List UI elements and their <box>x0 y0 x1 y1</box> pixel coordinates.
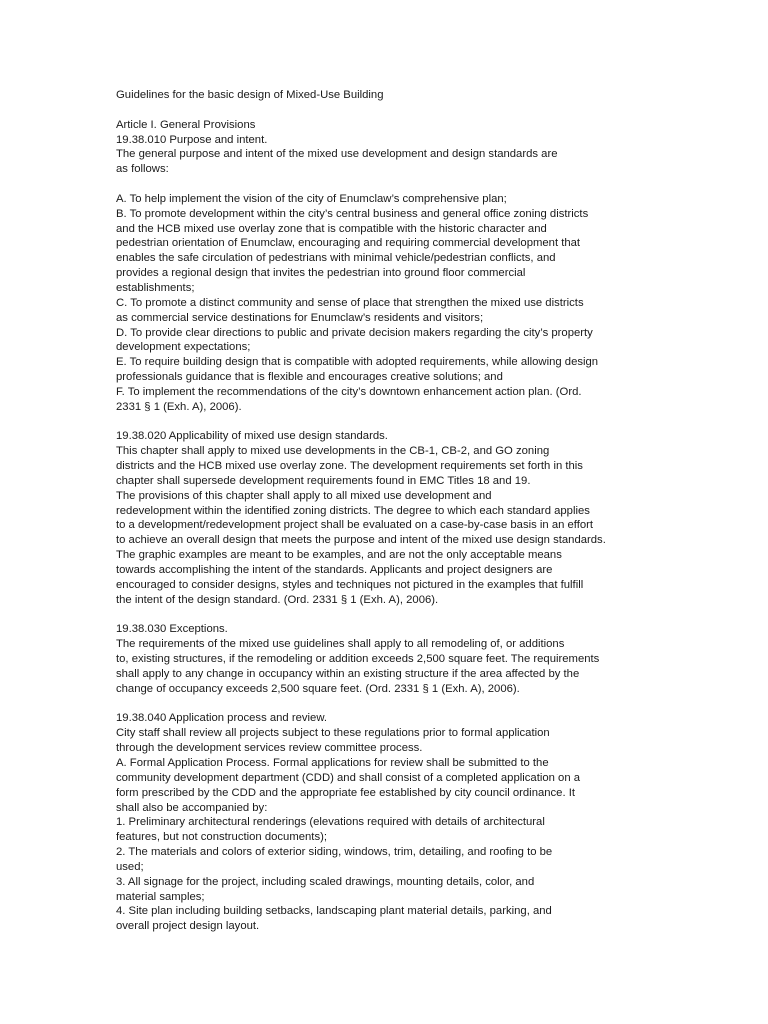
text-line: 2. The materials and colors of exterior siding, windows, trim, detailing, and roofing to be <box>116 846 553 859</box>
text-line: shall also be accompanied by: <box>116 801 268 814</box>
text-line: Article I. General Provisions <box>116 118 256 131</box>
text-line: 2331 § 1 (Exh. A), 2006). <box>116 400 242 413</box>
text-line: D. To provide clear directions to public and private decision makers regarding the city’s property <box>116 326 593 339</box>
text-line: professionals guidance that is flexible and encourages creative solutions; and <box>116 371 503 384</box>
section-gap <box>116 608 736 623</box>
text-line: districts and the HCB mixed use overlay zone. The development requirements set forth in this <box>116 460 583 473</box>
text-line: shall apply to any change in occupancy within an existing structure if the area affected by the <box>116 667 580 680</box>
text-line: This chapter shall apply to mixed use developments in the CB-1, CB-2, and GO zoning <box>116 445 550 458</box>
text-line: encouraged to consider designs, styles and techniques not pictured in the examples that fulfill <box>116 578 584 591</box>
text-line: material samples; <box>116 890 205 903</box>
text-line: E. To require building design that is compatible with adopted requirements, while allowing design <box>116 356 599 369</box>
text-line: form prescribed by the CDD and the appropriate fee established by city council ordinance. It <box>116 786 576 799</box>
text-line: development expectations; <box>116 341 251 354</box>
text-line: 4. Site plan including building setbacks, landscaping plant material details, parking, and <box>116 905 552 918</box>
text-line: as follows: <box>116 163 169 176</box>
text-line: City staff shall review all projects subject to these regulations prior to formal application <box>116 727 550 740</box>
text-line: The general purpose and intent of the mixed use development and design standards are <box>116 148 558 161</box>
text-line: enables the safe circulation of pedestrians with minimal vehicle/pedestrian conflicts, and <box>116 252 556 265</box>
document-page <box>116 88 736 934</box>
text-line: features, but not construction documents); <box>116 831 327 844</box>
document-section <box>116 118 736 177</box>
text-line: overall project design layout. <box>116 920 260 933</box>
text-line: A. Formal Application Process. Formal applications for review shall be submitted to the <box>116 756 549 769</box>
text-line: 3. All signage for the project, including scaled drawings, mounting details, color, and <box>116 875 535 888</box>
text-line: to a development/redevelopment project shall be evaluated on a case-by-case basis in an effort <box>116 519 594 532</box>
text-line: establishments; <box>116 281 195 294</box>
text-line: 1. Preliminary architectural renderings (elevations required with details of architectural <box>116 816 545 829</box>
text-line: through the development services review committee process. <box>116 742 423 755</box>
text-line: chapter shall supersede development requirements found in EMC Titles 18 and 19. <box>116 474 531 487</box>
text-line: 19.38.040 Application process and review. <box>116 712 328 725</box>
text-line: 19.38.010 Purpose and intent. <box>116 133 268 146</box>
text-line: provides a regional design that invites the pedestrian into ground floor commercial <box>116 267 526 280</box>
section-gap <box>116 177 736 192</box>
section-gap <box>116 415 736 430</box>
document-section <box>116 429 736 607</box>
text-line: A. To help implement the vision of the city of Enumclaw’s comprehensive plan; <box>116 192 507 205</box>
document-section <box>116 622 736 696</box>
text-line: used; <box>116 860 144 873</box>
text-line: 19.38.020 Applicability of mixed use design standards. <box>116 430 388 443</box>
text-line: The provisions of this chapter shall apply to all mixed use development and <box>116 489 492 502</box>
document-body <box>116 118 736 934</box>
document-section <box>116 711 736 934</box>
text-line: The graphic examples are meant to be examples, and are not the only acceptable means <box>116 549 562 562</box>
text-line: to achieve an overall design that meets the purpose and intent of the mixed use design standards. <box>116 534 606 547</box>
text-line: towards accomplishing the intent of the standards. Applicants and project designers are <box>116 564 553 576</box>
text-line: to, existing structures, if the remodeling or addition exceeds 2,500 square feet. The requirements <box>116 653 600 666</box>
text-line: F. To implement the recommendations of the city’s downtown enhancement action plan. (Ord. <box>116 385 582 398</box>
text-line: C. To promote a distinct community and sense of place that strengthen the mixed use districts <box>116 296 584 309</box>
text-line: 19.38.030 Exceptions. <box>116 623 228 636</box>
text-line: B. To promote development within the city’s central business and general office zoning districts <box>116 207 589 220</box>
text-line: pedestrian orientation of Enumclaw, encouraging and requiring commercial development that <box>116 237 581 250</box>
document-section <box>116 192 736 415</box>
text-line: The requirements of the mixed use guidelines shall apply to all remodeling of, or additions <box>116 638 565 651</box>
document-title: Guidelines for the basic design of Mixed-Use Building <box>116 89 384 101</box>
section-gap <box>116 697 736 712</box>
text-line: redevelopment within the identified zoning districts. The degree to which each standard applies <box>116 504 590 517</box>
text-line: as commercial service destinations for Enumclaw’s residents and visitors; <box>116 311 484 324</box>
text-line: and the HCB mixed use overlay zone that is compatible with the historic character and <box>116 222 547 235</box>
text-line: community development department (CDD) and shall consist of a completed application on a <box>116 771 581 784</box>
text-line: the intent of the design standard. (Ord. 2331 § 1 (Exh. A), 2006). <box>116 593 439 606</box>
text-line: change of occupancy exceeds 2,500 square feet. (Ord. 2331 § 1 (Exh. A), 2006). <box>116 682 520 695</box>
